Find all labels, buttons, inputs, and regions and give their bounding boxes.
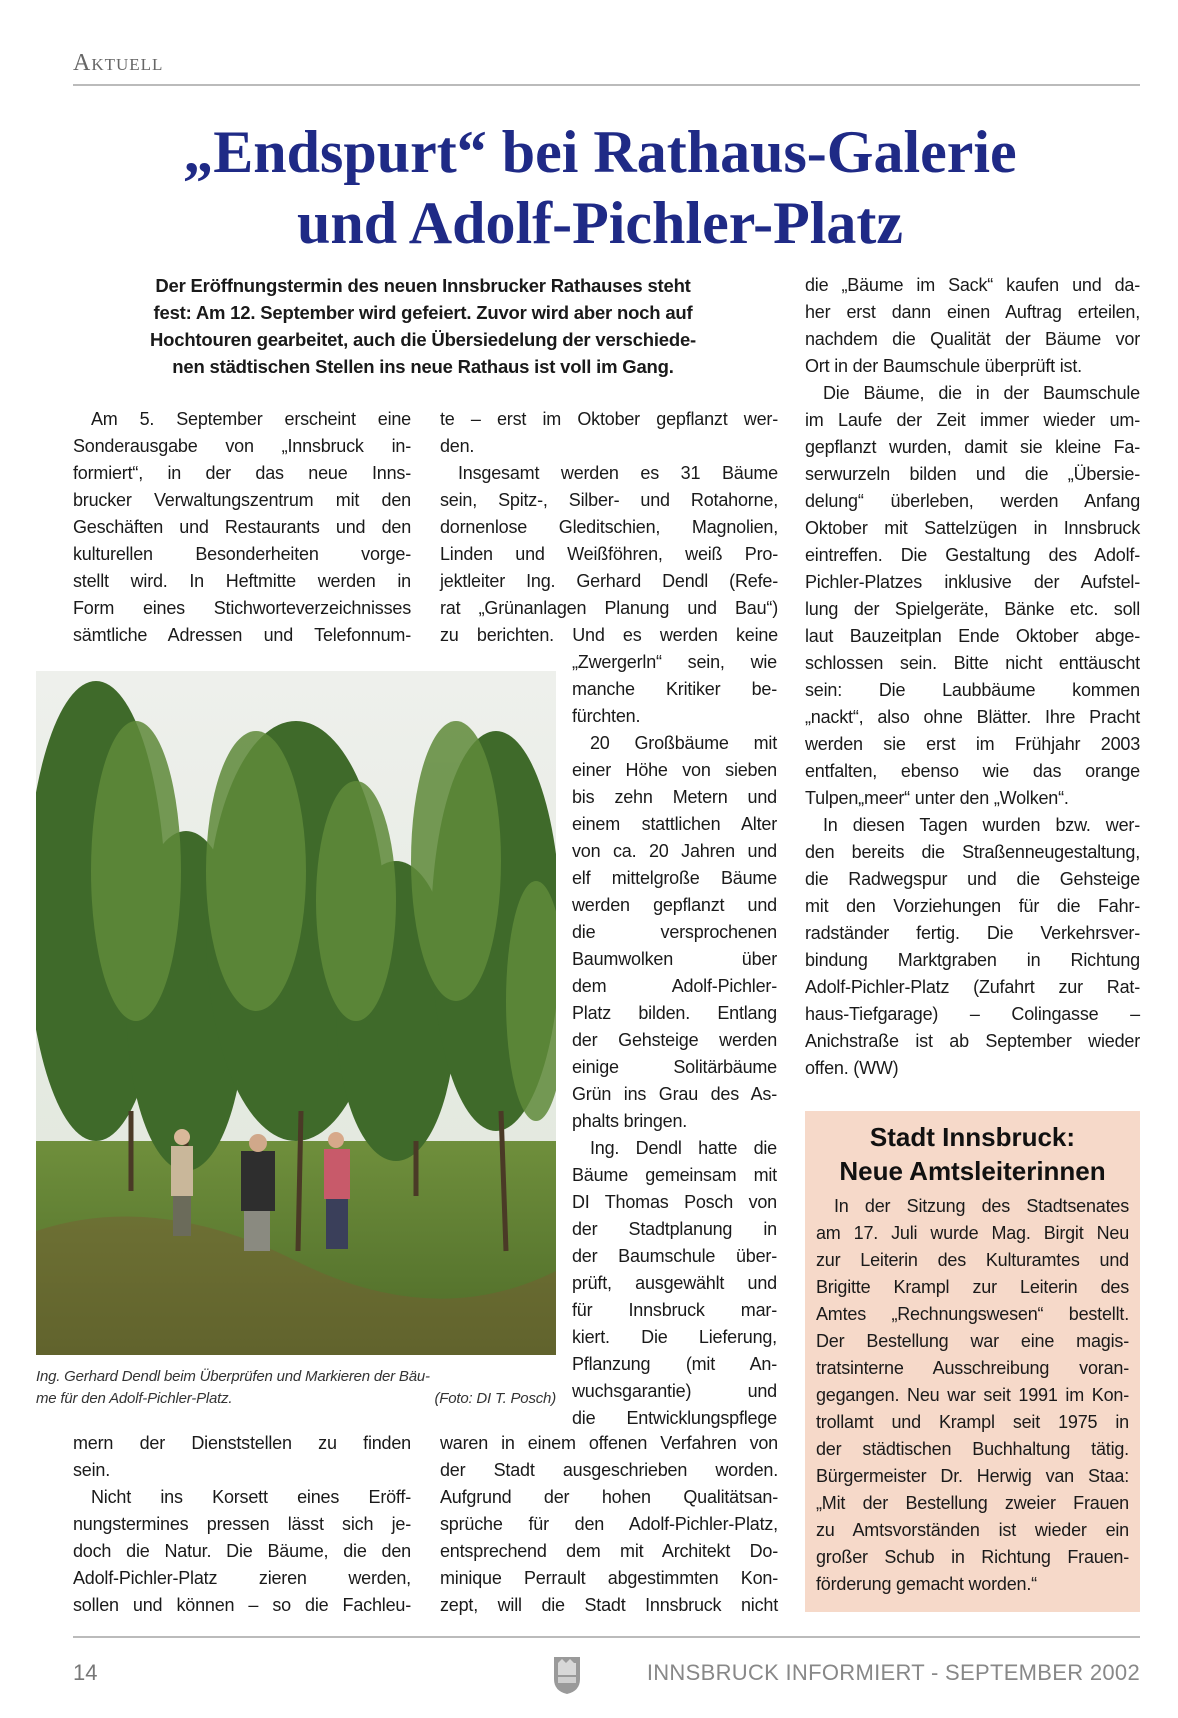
caption-line: me für den Adolf-Pichler-Platz.: [36, 1390, 233, 1407]
tree-nursery-photo: [36, 671, 556, 1355]
text-line: kulturellen Besonderheiten vorge-: [73, 544, 411, 564]
text-line: der Gehsteige werden: [572, 1030, 777, 1050]
text-line: bis zehn Metern und: [572, 787, 777, 807]
text-line: delung“ überleben, werden Anfang: [805, 491, 1140, 511]
column-1-bottom: [73, 1430, 411, 1619]
text-line: von ca. 20 Jahren und: [572, 841, 777, 861]
text-line: Anichstraße ist ab September wieder: [805, 1031, 1140, 1051]
photo-caption: [36, 1366, 556, 1410]
text-line: Platz bilden. Entlang: [572, 1003, 777, 1023]
text-line: mern der Dienststellen zu finden: [73, 1433, 411, 1453]
text-line: sollen und können – so die Fachleu-: [73, 1595, 411, 1615]
text-line: bindung Marktgraben in Richtung: [805, 950, 1140, 970]
text-line: zept, will die Stadt Innsbruck nicht: [440, 1595, 778, 1615]
text-line: Am 5. September erscheint eine: [91, 409, 411, 429]
section-label: Aktuell: [73, 50, 164, 76]
text-line: zu Amtsvorständen ist wieder ein: [816, 1520, 1129, 1540]
text-line: „nackt“, also ohne Blätter. Ihre Pracht: [805, 707, 1140, 727]
box-title-line: Stadt Innsbruck:: [869, 1122, 1076, 1152]
text-line: waren in einem offenen Verfahren von: [440, 1433, 778, 1453]
text-line: entsprechend dem mit Architekt Do-: [440, 1541, 778, 1561]
text-line: doch die Natur. Die Bäume, die den: [73, 1541, 411, 1561]
box-body: [816, 1193, 1129, 1598]
text-line: sprüche für den Adolf-Pichler-Platz,: [440, 1514, 778, 1534]
text-line: Form eines Stichworteverzeichnisses: [73, 598, 411, 618]
text-line: trollamt und Krampl seit 1975 in: [816, 1412, 1129, 1432]
text-line: Bäume gemeinsam mit: [572, 1165, 777, 1185]
column-1-top: [73, 406, 411, 649]
header-rule: [73, 84, 1140, 86]
text-line: rat „Grünanlagen Planung und Bau“): [440, 598, 778, 618]
text-line: die versprochenen: [572, 922, 777, 942]
text-line: radständer fertig. Die Verkehrsver-: [805, 923, 1140, 943]
text-line: prüft, ausgewählt und: [572, 1273, 777, 1293]
text-line: gegangen. Neu war seit 1991 im Kon-: [816, 1385, 1129, 1405]
text-line: fürchten.: [572, 706, 641, 726]
text-line: eintreffen. Die Gestaltung des Adolf-: [805, 545, 1140, 565]
text-line: zur Leiterin des Kulturamtes und: [816, 1250, 1129, 1270]
text-line: förderung gemacht worden.“: [816, 1574, 1037, 1594]
text-line: Nicht ins Korsett eines Eröff-: [91, 1487, 411, 1507]
text-line: Aufgrund der hohen Qualitätsan-: [440, 1487, 778, 1507]
text-line: dornenlose Gleditschien, Magnolien,: [440, 517, 778, 537]
text-line: Pichler-Platzes inklusive der Aufstel-: [805, 572, 1140, 592]
text-line: elf mittelgroße Bäume: [572, 868, 777, 888]
text-line: entfalten, ebenso wie das orange: [805, 761, 1140, 781]
city-crest-logo: [552, 1655, 582, 1695]
text-line: sämtliche Adressen und Telefonnum-: [73, 625, 411, 645]
text-line: In diesen Tagen wurden bzw. wer-: [823, 815, 1140, 835]
text-line: die „Bäume im Sack“ kaufen und da-: [805, 275, 1140, 295]
text-line: jektleiter Ing. Gerhard Dendl (Refe-: [440, 571, 778, 591]
text-line: am 17. Juli wurde Mag. Birgit Neu: [816, 1223, 1129, 1243]
text-line: der städtischen Buchhaltung tätig.: [816, 1439, 1129, 1459]
column-2-bottom: [440, 1430, 778, 1619]
text-line: In der Sitzung des Stadtsenates: [834, 1196, 1129, 1216]
text-line: lung der Spielgeräte, Bänke etc. soll: [805, 599, 1140, 619]
text-line: einige Solitärbäume: [572, 1057, 777, 1077]
text-line: Ort in der Baumschule überprüft ist.: [805, 356, 1082, 376]
text-line: „Zwergerln“ sein, wie: [572, 652, 777, 672]
text-line: einer Höhe von sieben: [572, 760, 777, 780]
text-line: Pflanzung (mit An-: [572, 1354, 777, 1374]
headline-line-2: und Adolf-Pichler-Platz: [296, 190, 904, 256]
text-line: Grün ins Grau des As-: [572, 1084, 777, 1104]
text-line: tratsinterne Ausschreibung voran-: [816, 1358, 1129, 1378]
text-line: den bereits die Straßenneugestaltung,: [805, 842, 1140, 862]
text-line: Oktober mit Sattelzügen in Innsbruck: [805, 518, 1140, 538]
text-line: her erst dann einen Auftrag erteilen,: [805, 302, 1140, 322]
text-line: kiert. Die Lieferung,: [572, 1327, 777, 1347]
text-line: der Stadtplanung in: [572, 1219, 777, 1239]
lead-line: Der Eröffnungstermin des neuen Innsbrucker Rathauses steht: [155, 275, 691, 296]
text-line: Die Bäume, die in der Baumschule: [823, 383, 1140, 403]
text-line: gepflanzt wurden, damit sie kleine Fa-: [805, 437, 1140, 457]
text-line: nungstermines pressen lässt sich je-: [73, 1514, 411, 1534]
lead-line: nen städtischen Stellen ins neue Rathaus ist voll im Gang.: [172, 356, 674, 377]
page-number: 14: [73, 1660, 98, 1685]
text-line: te – erst im Oktober gepflanzt wer-: [440, 409, 778, 429]
box-title: [805, 1120, 1140, 1188]
text-line: wuchsgarantie) und: [572, 1381, 777, 1401]
photo-credit: (Foto: DI T. Posch): [434, 1390, 556, 1407]
text-line: Adolf-Pichler-Platz zieren werden,: [73, 1568, 411, 1588]
column-2-top: [440, 406, 778, 649]
text-line: „Mit der Bestellung zweier Frauen: [816, 1493, 1129, 1513]
text-line: sein, Spitz-, Silber- und Rotahorne,: [440, 490, 778, 510]
text-line: die Radwegspur und die Gehsteige: [805, 869, 1140, 889]
text-line: Linden und Weißföhren, weiß Pro-: [440, 544, 778, 564]
text-line: serwurzeln bilden und die „Übersie-: [805, 464, 1140, 484]
text-line: manche Kritiker be-: [572, 679, 777, 699]
text-line: einem stattlichen Alter: [572, 814, 777, 834]
text-line: die Entwicklungspflege: [572, 1408, 777, 1428]
text-line: DI Thomas Posch von: [572, 1192, 777, 1212]
text-line: den.: [440, 436, 475, 456]
column-3: [805, 272, 1140, 1082]
text-line: der Stadt ausgeschrieben worden.: [440, 1460, 778, 1480]
text-line: dem Adolf-Pichler-: [572, 976, 777, 996]
text-line: offen. (WW): [805, 1058, 899, 1078]
caption-line: Ing. Gerhard Dendl beim Überprüfen und Markieren der Bäu-: [36, 1368, 430, 1385]
lead-paragraph: [82, 272, 764, 380]
text-line: großer Schub in Richtung Frauen-: [816, 1547, 1129, 1567]
publication-footer: INNSBRUCK INFORMIERT - SEPTEMBER 2002: [646, 1660, 1140, 1685]
text-line: für Innsbruck mar-: [572, 1300, 777, 1320]
text-line: Ing. Dendl hatte die: [590, 1138, 777, 1158]
text-line: Bürgermeister Dr. Herwig van Staa:: [816, 1466, 1129, 1486]
text-line: Tulpen„meer“ unter den „Wolken“.: [805, 788, 1069, 808]
text-line: laut Bauzeitplan Ende Oktober abge-: [805, 626, 1140, 646]
text-line: haus-Tiefgarage) – Colingasse –: [805, 1004, 1140, 1024]
text-line: sein: Die Laubbäume kommen: [805, 680, 1140, 700]
footer-rule: [73, 1636, 1140, 1638]
text-line: der Baumschule über-: [572, 1246, 777, 1266]
box-title-line: Neue Amtsleiterinnen: [839, 1156, 1106, 1186]
text-line: stellt wird. In Heftmitte werden in: [73, 571, 411, 591]
text-line: Adolf-Pichler-Platz (Zufahrt zur Rat-: [805, 977, 1140, 997]
text-line: minique Perrault abgestimmten Kon-: [440, 1568, 778, 1588]
text-line: brucker Verwaltungszentrum mit den: [73, 490, 411, 510]
text-line: formiert“, in der das neue Inns-: [73, 463, 411, 483]
text-line: Geschäften und Restaurants und den: [73, 517, 411, 537]
text-line: Amtes „Rechnungswesen“ bestellt.: [816, 1304, 1129, 1324]
text-line: nachdem die Qualität der Bäume vor: [805, 329, 1140, 349]
headline-line-1: „Endspurt“ bei Rathaus-Galerie: [183, 119, 1017, 185]
text-line: 20 Großbäume mit: [590, 733, 777, 753]
text-line: sein.: [73, 1460, 111, 1480]
text-line: zu berichten. Und es werden keine: [440, 625, 778, 645]
lead-line: fest: Am 12. September wird gefeiert. Zuvor wird aber noch auf: [153, 302, 693, 323]
text-line: Baumwolken über: [572, 949, 777, 969]
text-line: schlossen sein. Bitte nicht enttäuscht: [805, 653, 1140, 673]
text-line: Insgesamt werden es 31 Bäume: [458, 463, 778, 483]
text-line: mit den Vorziehungen für die Fahr-: [805, 896, 1140, 916]
text-line: im Laufe der Zeit immer wieder um-: [805, 410, 1140, 430]
column-2-narrow: [572, 649, 777, 1432]
text-line: werden gepflanzt und: [572, 895, 777, 915]
text-line: werden sie erst im Frühjahr 2003: [805, 734, 1140, 754]
text-line: Der Bestellung war eine magis-: [816, 1331, 1129, 1351]
text-line: phalts bringen.: [572, 1111, 688, 1131]
lead-line: Hochtouren gearbeitet, auch die Übersiedelung der verschiede-: [149, 329, 697, 350]
text-line: Brigitte Krampl zur Leiterin des: [816, 1277, 1129, 1297]
text-line: Sonderausgabe von „Innsbruck in-: [73, 436, 411, 456]
